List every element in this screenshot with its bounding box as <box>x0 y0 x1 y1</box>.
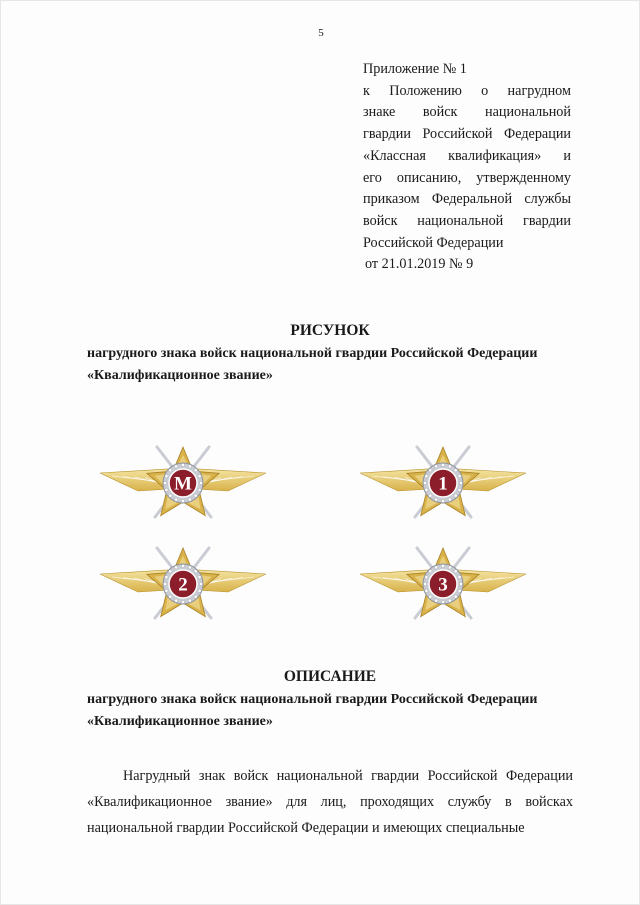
description-body <box>87 763 573 841</box>
figure-heading <box>87 319 573 387</box>
appendix-line: «Классная квалификация» и <box>363 147 571 164</box>
appendix-line: гвардии Российской Федерации <box>363 126 571 143</box>
appendix-line: Российской Федерации <box>363 234 504 251</box>
badge-first-class <box>358 443 528 523</box>
badge-mark: М <box>174 473 192 495</box>
page-number: 5 <box>318 27 324 39</box>
appendix-line: Приложение № 1 <box>363 61 467 77</box>
description-heading <box>87 665 573 733</box>
appendix-line: к Положению о нагрудном <box>363 82 571 99</box>
badge-graphic <box>358 443 528 523</box>
appendix-line: знаке войск национальной <box>363 104 571 121</box>
description-title: ОПИСАНИЕ <box>283 668 377 685</box>
appendix-line: его описанию, утвержденному <box>363 169 571 186</box>
appendix-date: от 21.01.2019 № 9 <box>365 256 474 273</box>
badge-mark: 2 <box>178 574 188 596</box>
badge-master <box>98 443 268 523</box>
body-paragraph: Нагрудный знак войск национальной гвардии Российской Федерации «Квалификационное звание» для лиц, проходящих службу в войсках национальной гвардии Российской Федерации и имеющих специальные <box>87 768 573 836</box>
figure-subtitle-line2: «Квалификационное звание» <box>87 368 273 383</box>
appendix-block <box>363 59 571 276</box>
badge-graphic <box>358 544 528 624</box>
badge-mark: 3 <box>438 574 448 596</box>
badge-mark: 1 <box>438 473 448 495</box>
badges-figure <box>1 431 640 631</box>
appendix-line: войск национальной гвардии <box>363 212 571 229</box>
badge-graphic <box>98 544 268 624</box>
figure-subtitle-line1: нагрудного знака войск национальной гвардии Российской Федерации <box>87 346 538 361</box>
description-subtitle-line2: «Квалификационное звание» <box>87 714 273 729</box>
badge-third-class <box>358 544 528 624</box>
description-subtitle-line1: нагрудного знака войск национальной гвардии Российской Федерации <box>87 692 538 707</box>
badge-graphic <box>98 443 268 523</box>
appendix-line: приказом Федеральной службы <box>363 191 571 208</box>
badge-second-class <box>98 544 268 624</box>
figure-title: РИСУНОК <box>290 322 370 339</box>
